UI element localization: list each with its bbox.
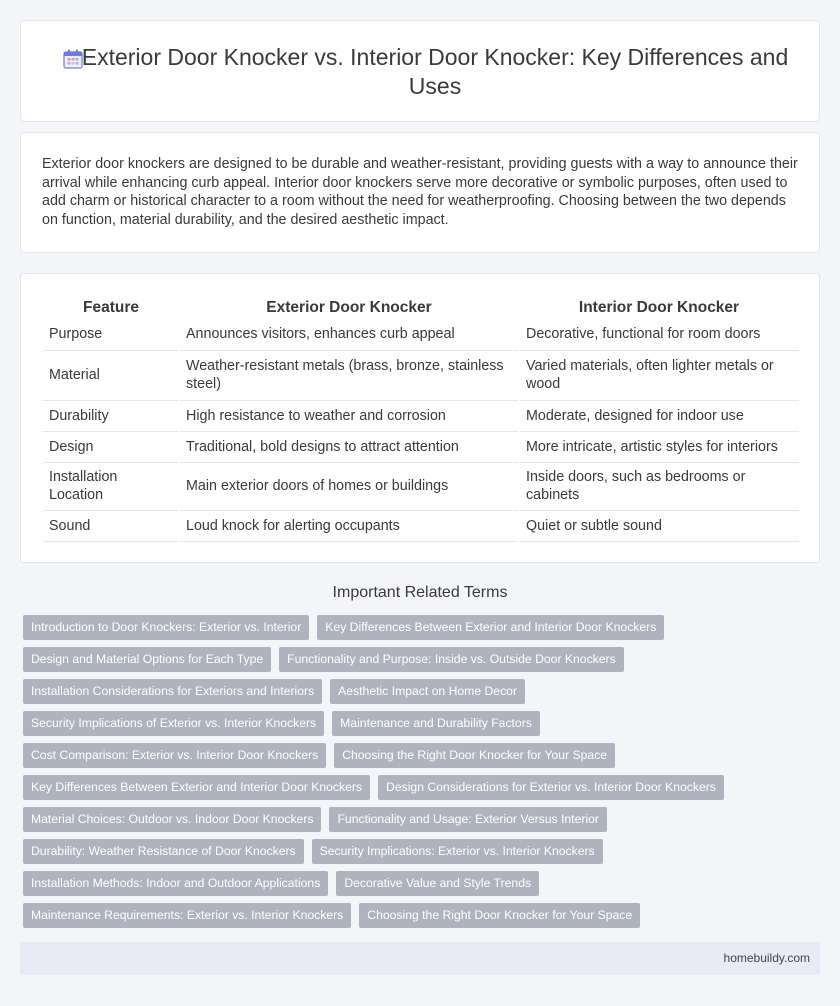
related-term-tag[interactable]: Decorative Value and Style Trends bbox=[336, 871, 539, 896]
related-term-tag[interactable]: Installation Methods: Indoor and Outdoor Applications bbox=[23, 871, 328, 896]
related-term-tag[interactable]: Cost Comparison: Exterior vs. Interior Door Knockers bbox=[23, 743, 326, 768]
tag-row bbox=[23, 775, 813, 800]
related-term-tag[interactable]: Introduction to Door Knockers: Exterior vs. Interior bbox=[23, 615, 309, 640]
table-row bbox=[43, 462, 799, 510]
related-term-tag[interactable]: Maintenance and Durability Factors bbox=[332, 711, 540, 736]
related-term-tag[interactable]: Choosing the Right Door Knocker for Your Space bbox=[334, 743, 615, 768]
interior-cell: Quiet or subtle sound bbox=[519, 510, 799, 541]
intro-card bbox=[20, 132, 820, 253]
related-term-tag[interactable]: Functionality and Purpose: Inside vs. Outside Door Knockers bbox=[279, 647, 624, 672]
intro-paragraph: Exterior door knockers are designed to be durable and weather-resistant, providing guests with a way to announce their arrival while enhancing curb appeal. Interior door knockers serve more decorative or symbolic purposes, often used to add charm or historical character to a room without the need for weatherproofing. Choosing between the two depends on function, material durability, and the desired aesthetic impact. bbox=[42, 156, 798, 228]
tag-row bbox=[23, 743, 813, 768]
related-term-tag[interactable]: Material Choices: Outdoor vs. Indoor Door Knockers bbox=[23, 807, 321, 832]
tag-row bbox=[23, 711, 813, 736]
table-header-row bbox=[43, 295, 799, 319]
exterior-cell: Main exterior doors of homes or buildings bbox=[179, 462, 519, 510]
interior-cell: Inside doors, such as bedrooms or cabinets bbox=[519, 462, 799, 510]
interior-cell: Varied materials, often lighter metals or wood bbox=[519, 350, 799, 400]
comparison-table-card bbox=[20, 273, 820, 563]
feature-cell: Durability bbox=[43, 400, 179, 431]
related-term-tag[interactable]: Durability: Weather Resistance of Door Knockers bbox=[23, 839, 304, 864]
page-title: Exterior Door Knocker vs. Interior Door Knocker: Key Differences and Uses bbox=[81, 44, 789, 99]
exterior-cell: Weather-resistant metals (brass, bronze, stainless steel) bbox=[179, 350, 519, 400]
table-row bbox=[43, 400, 799, 431]
related-term-tag[interactable]: Installation Considerations for Exteriors and Interiors bbox=[23, 679, 322, 704]
tag-row bbox=[23, 839, 813, 864]
related-term-tag[interactable]: Key Differences Between Exterior and Interior Door Knockers bbox=[23, 775, 370, 800]
interior-cell: Moderate, designed for indoor use bbox=[519, 400, 799, 431]
related-term-tag[interactable]: Security Implications of Exterior vs. Interior Knockers bbox=[23, 711, 324, 736]
exterior-cell: High resistance to weather and corrosion bbox=[179, 400, 519, 431]
interior-cell: Decorative, functional for room doors bbox=[519, 319, 799, 350]
title-card bbox=[20, 20, 820, 122]
related-term-tag[interactable]: Design Considerations for Exterior vs. Interior Door Knockers bbox=[378, 775, 724, 800]
header-feature: Feature bbox=[83, 299, 139, 316]
related-term-tag[interactable]: Design and Material Options for Each Type bbox=[23, 647, 271, 672]
exterior-cell: Loud knock for alerting occupants bbox=[179, 510, 519, 541]
feature-cell: Sound bbox=[43, 510, 179, 541]
header-interior: Interior Door Knocker bbox=[578, 299, 740, 316]
related-terms-heading: Important Related Terms bbox=[332, 584, 508, 601]
feature-cell: Installation Location bbox=[43, 462, 179, 510]
interior-cell: More intricate, artistic styles for interiors bbox=[519, 431, 799, 462]
tag-row bbox=[23, 647, 813, 672]
header-exterior: Exterior Door Knocker bbox=[266, 299, 432, 316]
table-row bbox=[43, 319, 799, 350]
tag-row bbox=[23, 615, 813, 640]
table-row bbox=[43, 350, 799, 400]
related-term-tag[interactable]: Security Implications: Exterior vs. Interior Knockers bbox=[312, 839, 603, 864]
footer bbox=[20, 942, 820, 975]
related-term-tag[interactable]: Functionality and Usage: Exterior Versus Interior bbox=[329, 807, 606, 832]
footer-site-link[interactable]: homebuildy.com bbox=[723, 951, 810, 965]
tag-row bbox=[23, 807, 813, 832]
tag-row bbox=[23, 679, 813, 704]
feature-cell: Purpose bbox=[43, 319, 179, 350]
tag-row bbox=[23, 871, 813, 896]
comparison-table bbox=[43, 295, 799, 542]
feature-cell: Material bbox=[43, 350, 179, 400]
related-term-tag[interactable]: Aesthetic Impact on Home Decor bbox=[330, 679, 525, 704]
related-term-tag[interactable]: Maintenance Requirements: Exterior vs. Interior Knockers bbox=[23, 903, 351, 928]
related-term-tag[interactable]: Choosing the Right Door Knocker for Your Space bbox=[359, 903, 640, 928]
exterior-cell: Traditional, bold designs to attract attention bbox=[179, 431, 519, 462]
table-row bbox=[43, 510, 799, 541]
tag-row bbox=[23, 903, 813, 928]
related-term-tag[interactable]: Key Differences Between Exterior and Interior Door Knockers bbox=[317, 615, 664, 640]
feature-cell: Design bbox=[43, 431, 179, 462]
related-terms-list bbox=[23, 615, 813, 935]
table-row bbox=[43, 431, 799, 462]
exterior-cell: Announces visitors, enhances curb appeal bbox=[179, 319, 519, 350]
